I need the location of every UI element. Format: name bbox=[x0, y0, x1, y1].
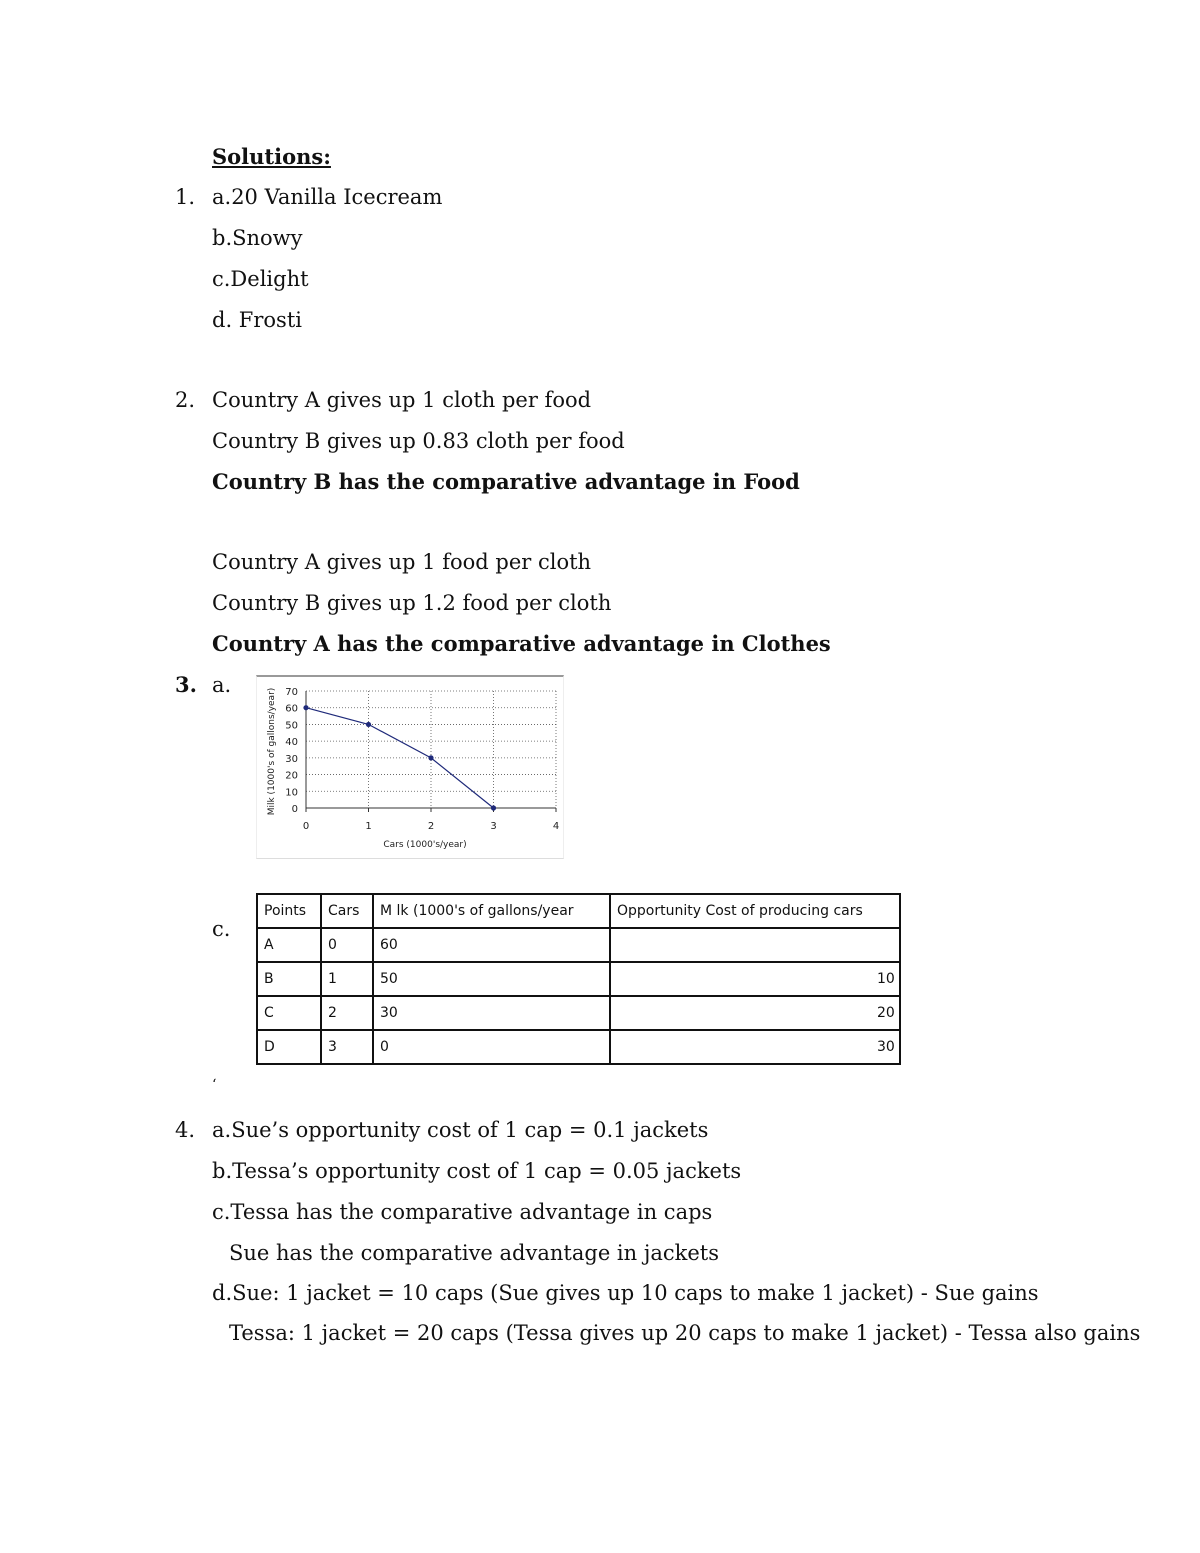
question-2-number: 2. bbox=[175, 388, 196, 412]
y-tick-label: 60 bbox=[285, 703, 298, 715]
q4-answer-a: a.Sue’s opportunity cost of 1 cap = 0.1 jackets bbox=[212, 1118, 709, 1142]
table-cell: A bbox=[257, 928, 321, 962]
table-header-cell: Cars bbox=[321, 894, 373, 928]
table-header-row bbox=[257, 894, 900, 928]
q4-answer-b: b.Tessa’s opportunity cost of 1 cap = 0.05 jackets bbox=[212, 1159, 742, 1183]
q2-line-3: Country A gives up 1 food per cloth bbox=[212, 550, 592, 574]
x-axis-label: Cars (1000's/year) bbox=[383, 840, 467, 850]
q1-answer-c: c.Delight bbox=[212, 267, 309, 291]
y-axis-label: Milk (1000's of gallons/year) bbox=[267, 687, 277, 816]
q4-answer-d: d.Sue: 1 jacket = 10 caps (Sue gives up 10 caps to make 1 jacket) - Sue gains bbox=[212, 1281, 1039, 1305]
table-cell: 2 bbox=[321, 996, 373, 1030]
ppf-chart-svg bbox=[257, 677, 563, 859]
table-cell: C bbox=[257, 996, 321, 1030]
q3-part-a-label: a. bbox=[212, 673, 232, 697]
q2-conclusion-clothes: Country A has the comparative advantage in Clothes bbox=[212, 631, 831, 656]
table-header-cell: M lk (1000's of gallons/year bbox=[373, 894, 610, 928]
table-row bbox=[257, 996, 900, 1030]
y-tick-label: 70 bbox=[285, 687, 298, 698]
opportunity-cost-table-clip bbox=[250, 888, 910, 1070]
y-tick-label: 10 bbox=[285, 787, 298, 799]
data-point bbox=[303, 705, 308, 710]
table-cell: 1 bbox=[321, 962, 373, 996]
data-point bbox=[491, 805, 496, 810]
solutions-heading: Solutions: bbox=[212, 144, 331, 169]
q2-conclusion-food: Country B has the comparative advantage in Food bbox=[212, 469, 800, 494]
q1-answer-d: d. Frosti bbox=[212, 308, 302, 332]
y-tick-label: 30 bbox=[285, 753, 298, 765]
table-cell: 50 bbox=[373, 962, 610, 996]
data-point bbox=[366, 722, 371, 727]
q2-line-4: Country B gives up 1.2 food per cloth bbox=[212, 591, 612, 615]
table-cell: 0 bbox=[321, 928, 373, 962]
y-tick-label: 40 bbox=[285, 737, 298, 749]
table-cell: D bbox=[257, 1030, 321, 1064]
table-cell: 30 bbox=[610, 1030, 900, 1064]
table-header-cell: Points bbox=[257, 894, 321, 928]
table-cell: 30 bbox=[373, 996, 610, 1030]
table-cell: 20 bbox=[610, 996, 900, 1030]
y-tick-label: 50 bbox=[285, 720, 298, 732]
table-header-cell: Opportunity Cost of producing cars bbox=[610, 894, 900, 928]
opportunity-cost-table bbox=[256, 893, 901, 1065]
q1-answer-b: b.Snowy bbox=[212, 226, 303, 250]
q3-part-c-label: c. bbox=[212, 917, 231, 941]
q4-answer-d-continued: Tessa: 1 jacket = 20 caps (Tessa gives up 20 caps to make 1 jacket) - Tessa also gains bbox=[229, 1321, 1141, 1345]
q2-line-1: Country A gives up 1 cloth per food bbox=[212, 388, 592, 412]
stray-mark: ‘ bbox=[212, 1077, 217, 1093]
q1-answer-a: a.20 Vanilla Icecream bbox=[212, 185, 443, 209]
question-3-number: 3. bbox=[175, 672, 197, 697]
x-tick-label: 0 bbox=[302, 821, 310, 832]
table-row bbox=[257, 1030, 900, 1064]
table-row bbox=[257, 928, 900, 962]
q4-answer-c-continued: Sue has the comparative advantage in jackets bbox=[229, 1241, 719, 1265]
table-cell: B bbox=[257, 962, 321, 996]
data-point bbox=[428, 755, 433, 760]
question-1-number: 1. bbox=[175, 185, 196, 209]
x-tick-label: 1 bbox=[365, 821, 372, 832]
y-tick-label: 20 bbox=[285, 770, 298, 782]
y-tick-label: 0 bbox=[291, 804, 298, 815]
q2-line-2: Country B gives up 0.83 cloth per food bbox=[212, 429, 625, 453]
question-4-number: 4. bbox=[175, 1118, 196, 1142]
q4-answer-c: c.Tessa has the comparative advantage in caps bbox=[212, 1200, 713, 1224]
x-tick-label: 3 bbox=[490, 821, 497, 832]
x-tick-label: 4 bbox=[552, 821, 560, 832]
table-cell: 10 bbox=[610, 962, 900, 996]
table-cell: 3 bbox=[321, 1030, 373, 1064]
x-tick-label: 2 bbox=[427, 821, 435, 832]
table-cell bbox=[610, 928, 900, 962]
table-row bbox=[257, 962, 900, 996]
table-cell: 60 bbox=[373, 928, 610, 962]
ppf-chart bbox=[256, 675, 564, 859]
table-cell: 0 bbox=[373, 1030, 610, 1064]
